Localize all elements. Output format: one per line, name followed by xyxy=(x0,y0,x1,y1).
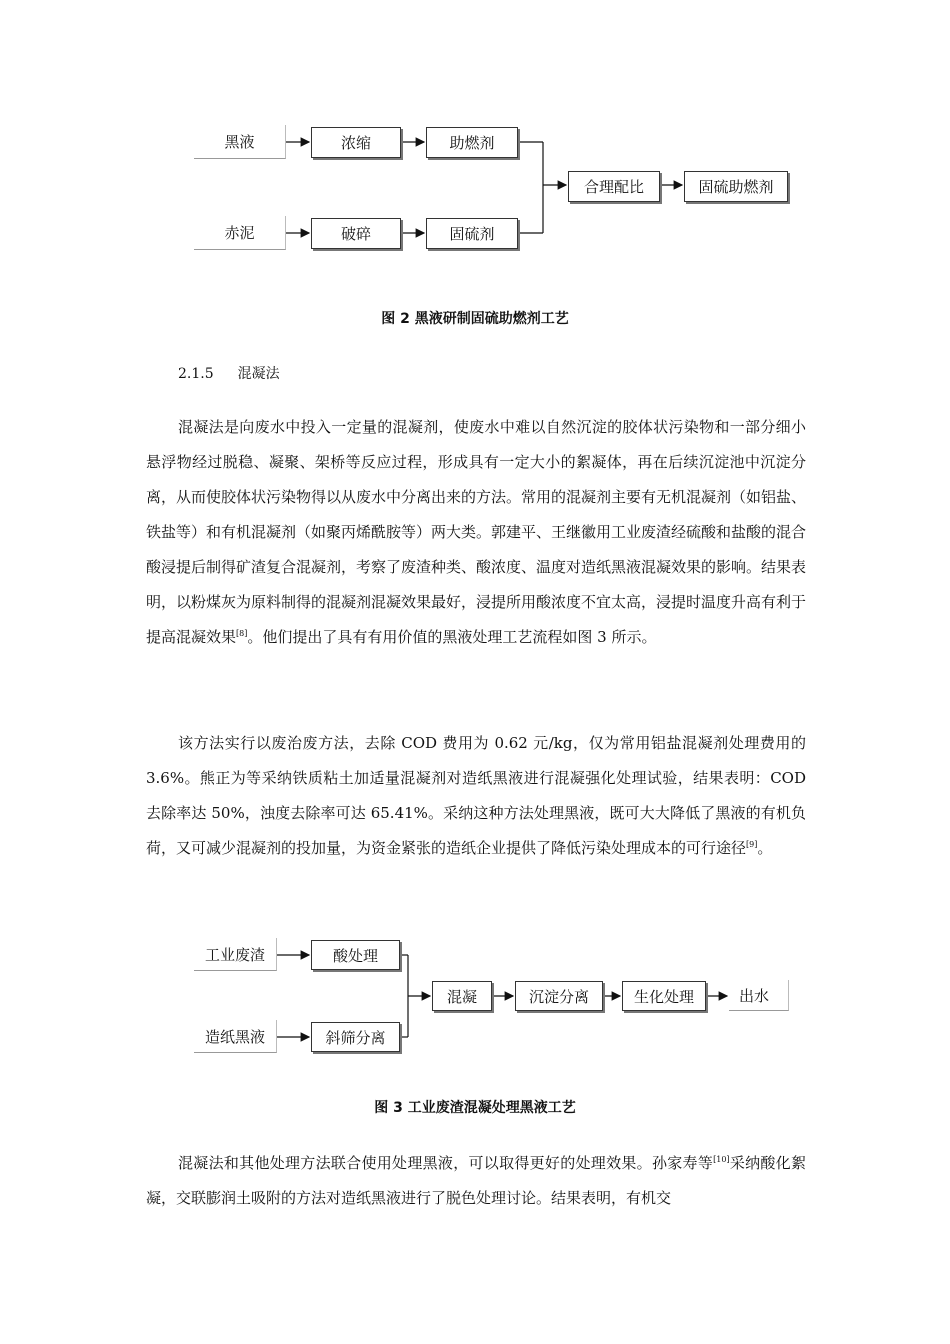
paragraph-2-tail: 。 xyxy=(757,839,773,857)
fig3-node-paper-black-liquor: 造纸黑液 xyxy=(194,1020,277,1053)
paragraph-2-text: 该方法实行以废治废方法，去除 COD 费用为 0.62 元/kg，仅为常用铝盐混凝剂处理费用的 3.6%。熊正为等采纳铁质粘土加适量混凝剂对造纸黑液进行混凝强化处理试验，结果表明：COD 去除率达 50%，浊度去除率可达 65.41%。采纳这种方法处理黑液，既可大大降低了黑液的有机负荷，又可减少混凝剂的投加量，为资金紧张的造纸企业提供了降低污染处理成本的可行途径 xyxy=(146,734,806,857)
section-title: 混凝法 xyxy=(237,366,280,382)
fig3-node-screen-separation: 斜筛分离 xyxy=(311,1022,400,1052)
fig3-node-sedimentation: 沉淀分离 xyxy=(515,981,603,1011)
paragraph-2 xyxy=(146,726,806,866)
fig3-node-industrial-waste: 工业废渣 xyxy=(194,938,277,971)
fig2-node-combustion-aid: 助燃剂 xyxy=(426,127,518,158)
citation-10: [10] xyxy=(713,1155,730,1164)
fig2-node-red-mud: 赤泥 xyxy=(194,216,286,250)
citation-9: [9] xyxy=(746,840,758,849)
fig2-node-concentrate: 浓缩 xyxy=(311,127,401,158)
citation-8: [8] xyxy=(236,629,248,638)
fig3-node-acid-treatment: 酸处理 xyxy=(311,940,400,970)
fig2-node-product: 固硫助燃剂 xyxy=(684,171,788,202)
fig2-node-proportioning: 合理配比 xyxy=(568,171,660,202)
fig3-node-biotreatment: 生化处理 xyxy=(622,981,706,1011)
figure2-caption: 图 2 黑液研制固硫助燃剂工艺 xyxy=(381,311,569,327)
paragraph-3-text: 混凝法和其他处理方法联合使用处理黑液，可以取得更好的处理效果。孙家寿等 xyxy=(178,1154,714,1172)
section-number: 2.1.5 xyxy=(178,366,214,382)
fig2-node-black-liquor: 黑液 xyxy=(194,125,286,159)
section-heading xyxy=(178,363,304,383)
paragraph-1-text: 混凝法是向废水中投入一定量的混凝剂，使废水中难以自然沉淀的胶体状污染物和一部分细小悬浮物经过脱稳、凝聚、架桥等反应过程，形成具有一定大小的絮凝体，再在后续沉淀池中沉淀分离，从而使胶体状污染物得以从废水中分离出来的方法。常用的混凝剂主要有无机混凝剂（如铝盐、铁盐等）和有机混凝剂（如聚丙烯酰胺等）两大类。郭建平、王继徽用工业废渣经硫酸和盐酸的混合酸浸提后制得矿渣复合混凝剂，考察了废渣种类、酸浓度、温度对造纸黑液混凝效果的影响。结果表明，以粉煤灰为原料制得的混凝剂混凝效果最好，浸提所用酸浓度不宜太高，浸提时温度升高有利于提高混凝效果 xyxy=(146,418,807,646)
paragraph-3-tail: 采纳酸化絮凝，交联膨润土吸附的方法对造纸黑液进行了脱色处理讨论。结果表明，有机交 xyxy=(146,1154,806,1207)
paragraph-1-tail: 。他们提出了具有有用价值的黑液处理工艺流程如图 3 所示。 xyxy=(247,628,657,646)
fig3-node-coagulation: 混凝 xyxy=(432,981,492,1011)
paragraph-3 xyxy=(146,1146,806,1216)
fig2-node-sulfur-fixer: 固硫剂 xyxy=(426,218,518,249)
figure3-caption: 图 3 工业废渣混凝处理黑液工艺 xyxy=(374,1100,576,1116)
fig3-node-effluent: 出水 xyxy=(729,980,789,1011)
paragraph-1 xyxy=(146,410,806,655)
fig2-node-crush: 破碎 xyxy=(311,218,401,249)
